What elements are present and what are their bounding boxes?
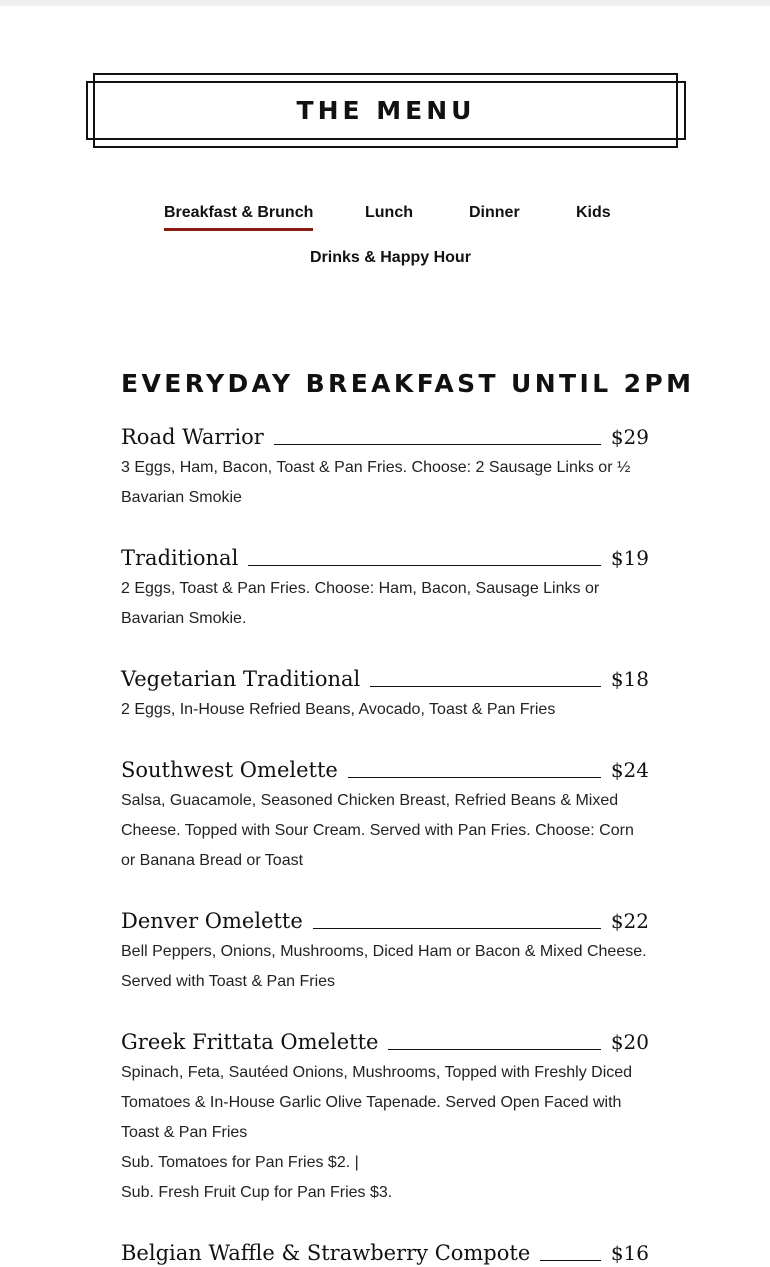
item-description xyxy=(121,786,649,876)
item-name: Denver Omelette xyxy=(121,909,303,933)
item-name: Belgian Waffle & Strawberry Compote xyxy=(121,1241,531,1265)
item-leader-line xyxy=(274,443,601,445)
menu-item xyxy=(121,904,649,997)
item-description xyxy=(121,453,649,513)
item-price: $19 xyxy=(610,546,649,570)
item-desc-line: Salsa, Guacamole, Seasoned Chicken Breast, Refried Beans & Mixed Cheese. Topped with Sour Cream. Served with Pan Fries. Choose: Corn or Banana Bread or Toast xyxy=(121,792,634,869)
item-leader-line xyxy=(370,685,601,687)
menu-item xyxy=(121,541,649,634)
tab-dinner[interactable]: Dinner xyxy=(469,204,520,221)
item-description xyxy=(121,695,649,725)
item-name: Vegetarian Traditional xyxy=(121,667,361,691)
item-leader-line xyxy=(348,776,601,778)
item-description xyxy=(121,937,649,997)
menu-item xyxy=(121,1025,649,1208)
item-description xyxy=(121,1058,649,1208)
item-leader-line xyxy=(313,927,601,929)
tab-breakfast-brunch[interactable]: Breakfast & Brunch xyxy=(164,204,313,231)
tab-drinks-happy-hour[interactable]: Drinks & Happy Hour xyxy=(310,249,471,266)
item-desc-line: Bell Peppers, Onions, Mushrooms, Diced Ham or Bacon & Mixed Cheese. Served with Toast & Pan Fries xyxy=(121,943,647,990)
item-desc-line: 2 Eggs, Toast & Pan Fries. Choose: Ham, Bacon, Sausage Links or Bavarian Smokie. xyxy=(121,580,600,627)
item-desc-line: 3 Eggs, Ham, Bacon, Toast & Pan Fries. Choose: 2 Sausage Links or ½ Bavarian Smokie xyxy=(121,459,631,506)
tab-lunch[interactable]: Lunch xyxy=(365,204,413,221)
item-price: $22 xyxy=(610,909,649,933)
menu-item xyxy=(121,420,649,513)
item-price: $16 xyxy=(610,1241,649,1265)
item-price: $20 xyxy=(610,1030,649,1054)
item-leader-line xyxy=(388,1048,600,1050)
item-desc-line: Spinach, Feta, Sautéed Onions, Mushrooms, Topped with Freshly Diced Tomatoes & In-House Garlic Olive Tapenade. Served Open Faced with Toast & Pan Fries xyxy=(121,1064,633,1141)
item-name: Southwest Omelette xyxy=(121,758,338,782)
item-name: Traditional xyxy=(121,546,239,570)
item-name: Road Warrior xyxy=(121,425,264,449)
item-desc-line: Sub. Fresh Fruit Cup for Pan Fries $3. xyxy=(121,1184,393,1201)
item-price: $29 xyxy=(610,425,649,449)
item-desc-line: Sub. Tomatoes for Pan Fries $2. | xyxy=(121,1154,359,1171)
item-desc-line: 2 Eggs, In-House Refried Beans, Avocado, Toast & Pan Fries xyxy=(121,701,556,718)
page-title: THE MENU xyxy=(296,96,476,125)
item-leader-line xyxy=(540,1259,601,1261)
item-name: Greek Frittata Omelette xyxy=(121,1030,379,1054)
item-price: $24 xyxy=(610,758,649,782)
menu-item xyxy=(121,753,649,876)
menu-item xyxy=(121,662,649,725)
section-heading: EVERYDAY BREAKFAST UNTIL 2PM xyxy=(121,369,695,398)
top-bar xyxy=(0,0,770,6)
menu-item xyxy=(121,1236,649,1266)
tab-kids[interactable]: Kids xyxy=(576,204,611,221)
item-description xyxy=(121,574,649,634)
item-price: $18 xyxy=(610,667,649,691)
item-leader-line xyxy=(248,564,601,566)
